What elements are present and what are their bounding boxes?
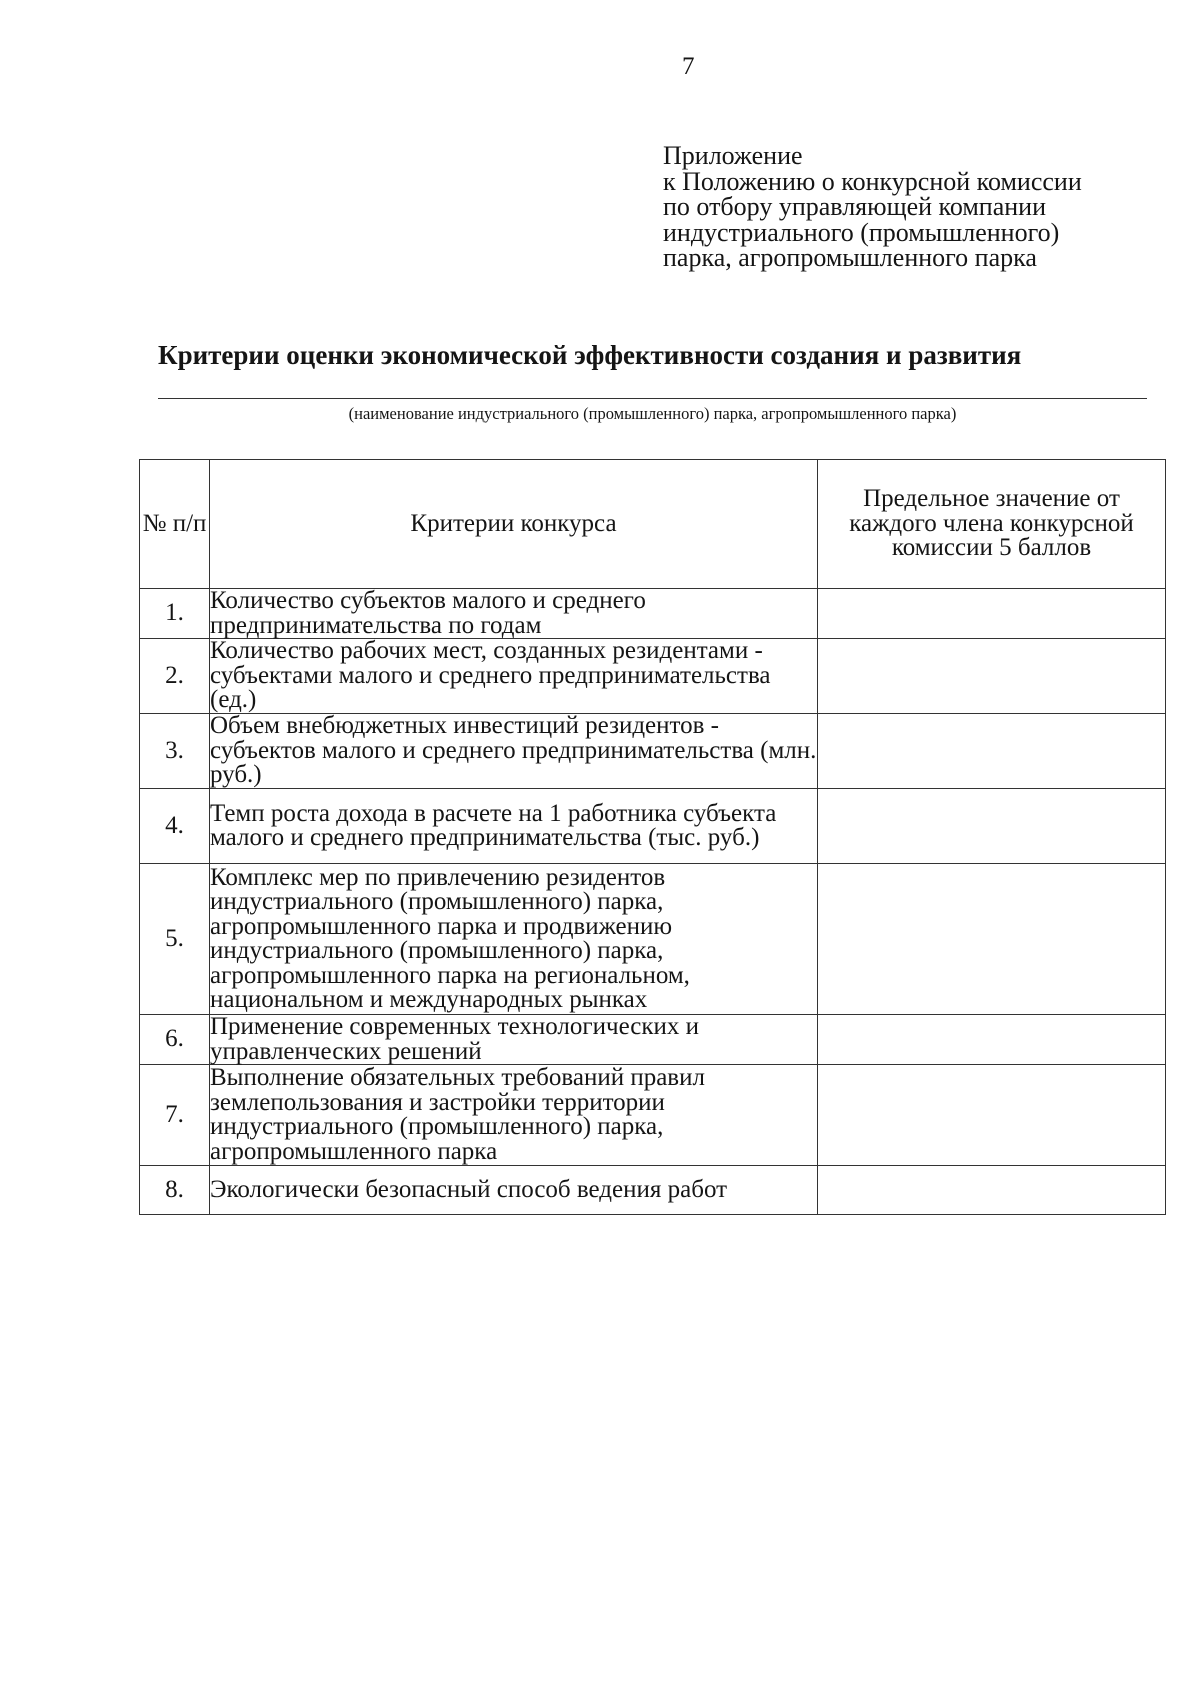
fill-in-caption: (наименование индустриального (промышленного) парка, агропромышленного парка) [348,404,957,423]
row-number: 6. [140,1015,210,1065]
criteria-table [139,459,1166,1215]
table-row [140,1015,1166,1065]
row-value-cell[interactable] [818,1015,1166,1065]
appendix-line: индустриального (промышленного) [663,217,1060,247]
appendix-line: по отбору управляющей компании [663,192,1047,221]
row-number: 7. [140,1065,210,1166]
row-criteria: Количество рабочих мест, созданных резидентами - субъектами малого и среднего предпринимательства (ед.) [210,639,818,714]
row-value-cell[interactable] [818,639,1166,714]
row-number: 1. [140,589,210,639]
header-limit-value: Предельное значение от каждого члена конкурсной комиссии 5 баллов [818,460,1166,589]
row-criteria: Выполнение обязательных требований правил землепользования и застройки территории индустриального (промышленного) парка, агропромышленного парка [210,1065,818,1166]
table-row [140,714,1166,789]
row-criteria: Экологически безопасный способ ведения работ [210,1166,818,1215]
row-criteria: Темп роста дохода в расчете на 1 работника субъекта малого и среднего предпринимательства (тыс. руб.) [210,789,818,864]
row-value-cell[interactable] [818,1166,1166,1215]
row-value-cell[interactable] [818,1065,1166,1166]
table-row [140,639,1166,714]
document-title: Критерии оценки экономической эффективности создания и развития [158,340,1022,370]
row-number: 2. [140,639,210,714]
page-number: 7 [682,53,695,80]
table-row [140,589,1166,639]
table-row [140,864,1166,1015]
appendix-block [663,143,1082,271]
row-criteria: Количество субъектов малого и среднего предпринимательства по годам [210,589,818,639]
row-value-cell[interactable] [818,714,1166,789]
table-row [140,789,1166,864]
row-criteria: Объем внебюджетных инвестиций резидентов - субъектов малого и среднего предпринимательства (млн. руб.) [210,712,817,789]
appendix-line: парка, агропромышленного парка [663,243,1037,272]
header-number: № п/п [140,460,210,589]
row-number: 4. [140,789,210,864]
table-row [140,1065,1166,1166]
row-number: 8. [140,1166,210,1215]
table-header-row [140,460,1166,589]
row-number: 5. [140,864,210,1015]
fill-in-line [158,398,1147,399]
header-criteria: Критерии конкурса [210,460,818,589]
row-value-cell[interactable] [818,589,1166,639]
row-value-cell[interactable] [818,789,1166,864]
row-value-cell[interactable] [818,864,1166,1015]
appendix-line: к Положению о конкурсной комиссии [663,166,1082,196]
appendix-line: Приложение [663,141,803,170]
row-number: 3. [140,714,210,789]
row-criteria: Применение современных технологических и управленческих решений [210,1015,818,1065]
row-criteria: Комплекс мер по привлечению резидентов индустриального (промышленного) парка, агропромышленного парка и продвижению индустриального (промышленного) парка, агропромышленного парка на региональном, национальном и международных рынках [210,864,818,1015]
table-row [140,1166,1166,1215]
